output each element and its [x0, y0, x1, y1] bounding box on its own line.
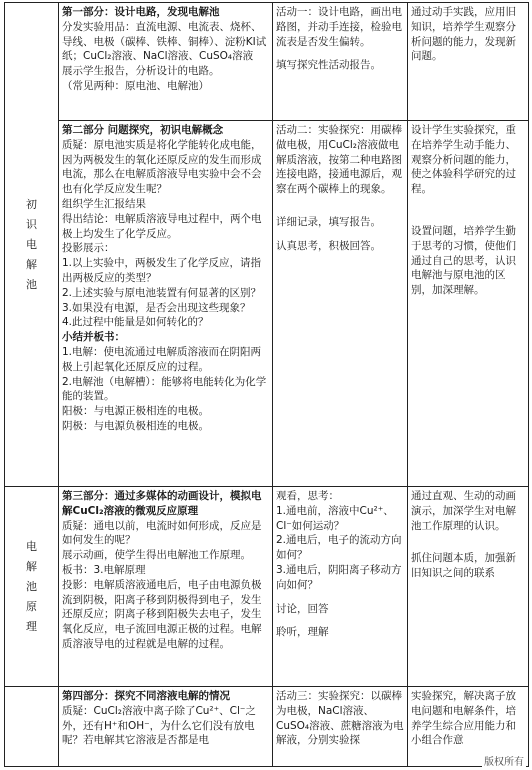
text-line: 通过直观、生动的动画演示，加深学生对电解池工作原理的认识。: [411, 490, 516, 532]
table-row: [5, 3, 529, 121]
text-line: 板书：3.电解原理: [62, 563, 146, 576]
text-line: 分发实验用品：直流电源、电流表、烧杯、导线、电极（碳棒、铁棒、铜棒）、淀粉KI试纸；CuCl₂溶液、NaCl溶液、CuSO₄溶液: [62, 20, 267, 63]
text-line: 2.通电后，电子的流动方向如何？: [276, 534, 402, 562]
stage-label-1: 初识电解池: [26, 197, 37, 291]
teacher-cell-4: [59, 687, 273, 767]
text-line: 投影展示：: [62, 242, 115, 255]
teacher-cell-2: [59, 121, 273, 487]
text-line: 填写探究性活动报告。: [276, 59, 381, 72]
text-line: 设计学生实验探究，重在培养学生动手能力、观察分析问题的能力，使之体验科学研究的过程。: [411, 124, 516, 196]
text-line: 活动二：实验探究：用碳棒做电极，用CuCl₂溶液做电解质溶液，按第二种电路图连接电路，接通电源后，观察在两个碳棒上的现象。: [276, 124, 402, 196]
text-line: 阳极：与电源正极相连的电极。: [62, 405, 209, 418]
summary-title: 小结并板书：: [62, 331, 125, 344]
text-line: 观看，思考：: [276, 490, 339, 502]
text-line: 3.如果没有电源，是否会出现这些现象？: [62, 301, 251, 314]
intent-cell-1: [408, 3, 529, 121]
text-line: 讨论，回答: [276, 602, 329, 615]
text-line: 4.此过程中能量是如何转化的？: [62, 316, 209, 329]
text-line: 组织学生汇报结果: [62, 197, 146, 210]
text-line: 认真思考，积极回答。: [276, 239, 381, 252]
teacher-cell-1: [59, 3, 273, 121]
text-line: 1.通电前，溶液中Cu²⁺、Cl⁻如何运动？: [276, 504, 394, 532]
text-line: 质疑：原电池实质是将化学能转化成电能，因为两极发生的氧化还原反应的发生而形成电流，那么在电解质溶液导电实验中会不会也有化学反应发生呢？: [62, 138, 262, 196]
lesson-plan-table: [4, 2, 529, 767]
text-line: 通过动手实践，应用旧知识，培养学生观察分析问题的能力，发现新问题。: [411, 6, 516, 63]
section-title-1: 第一部分：设计电路，发现电解池: [62, 6, 220, 18]
table-row: [5, 121, 529, 487]
text-line: 2.上述实验与原电池装置有何显著的区别？: [62, 286, 262, 299]
text-line: 抓住问题本质，加强新旧知识之间的联系: [411, 552, 516, 580]
text-line: 2.电解池（电解槽）：能够将电能转化为化学能的装置。: [62, 375, 267, 403]
watermark: 版权所有: [482, 753, 526, 768]
student-cell-4: [273, 687, 408, 767]
stage-cell-3: [5, 687, 59, 767]
student-cell-2: [273, 121, 408, 487]
intent-cell-3: [408, 487, 529, 687]
text-line: 活动三：实验探究：以碳棒为电极，NaCl溶液、CuSO₄溶液、蔗糖溶液为电解液，分别实验探: [276, 690, 404, 747]
text-line: 1.电解：使电流通过电解质溶液而在阴阳两极上引起氧化还原反应的过程。: [62, 345, 262, 373]
text-line: 1.以上实验中，两极发生了化学反应，请指出两极反应的类型？: [62, 257, 262, 284]
section-title-2: 第二部分 问题探究，初识电解概念: [62, 124, 224, 136]
teacher-cell-3: [59, 487, 273, 687]
text-line: 质疑：通电以前，电流时如何形成，反应是如何发生的呢？: [62, 519, 262, 547]
stage-cell-2: [5, 487, 59, 687]
stage-label-2: 电解池原理: [26, 539, 37, 633]
text-line: 活动一：设计电路，画出电路图，并动手连接，检验电流表是否发生偏转。: [276, 6, 402, 48]
text-line: 设置问题，培养学生勤于思考的习惯，使他们通过自己的思考，认识电解池与原电池的区别，加深理解。: [411, 224, 516, 297]
intent-cell-2: [408, 121, 529, 487]
text-line: 投影：电解质溶液通电后，电子由电源负极流到阴极，阳离子移到阴极得到电子，发生还原反应；阴离子移到阳极失去电子，发生氧化反应，电子流回电源正极的过程。电解质溶液导电的过程就是电解的过程。: [62, 578, 262, 650]
section-title-4: 第四部分：探究不同溶液电解的情况: [62, 690, 230, 702]
student-cell-3: [273, 487, 408, 687]
table-row: [5, 687, 529, 767]
section-title-3: 第三部分：通过多媒体的动画设计，模拟电解CuCl₂溶液的微观反应原理: [62, 490, 262, 517]
table-row: [5, 487, 529, 687]
text-line: 展示学生报告，分析设计的电路。: [62, 65, 220, 78]
text-line: 实验探究，解决离子放电问题和电解条件，培养学生综合应用能力和小组合作意: [411, 690, 516, 747]
text-line: 聆听，理解: [276, 626, 329, 639]
text-line: 阴极：与电源负极相连的电极。: [62, 419, 209, 432]
text-line: 详细记录，填写报告。: [276, 215, 381, 228]
text-line: （常见两种：原电池、电解池）: [62, 79, 209, 92]
stage-cell-1: [5, 3, 59, 487]
text-line: 质疑：CuCl₂溶液中离子除了Cu²⁺、Cl⁻之外，还有H⁺和OH⁻，为什么它们没有放电呢？若电解其它溶液是否都是电: [62, 704, 256, 747]
text-line: 得出结论：电解质溶液导电过程中，两个电极上均发生了化学反应。: [62, 212, 262, 240]
student-cell-1: [273, 3, 408, 121]
text-line: 3.通电后，阴阳离子移动方向如何？: [276, 563, 402, 591]
text-line: 展示动画，使学生得出电解池工作原理。: [62, 549, 251, 562]
